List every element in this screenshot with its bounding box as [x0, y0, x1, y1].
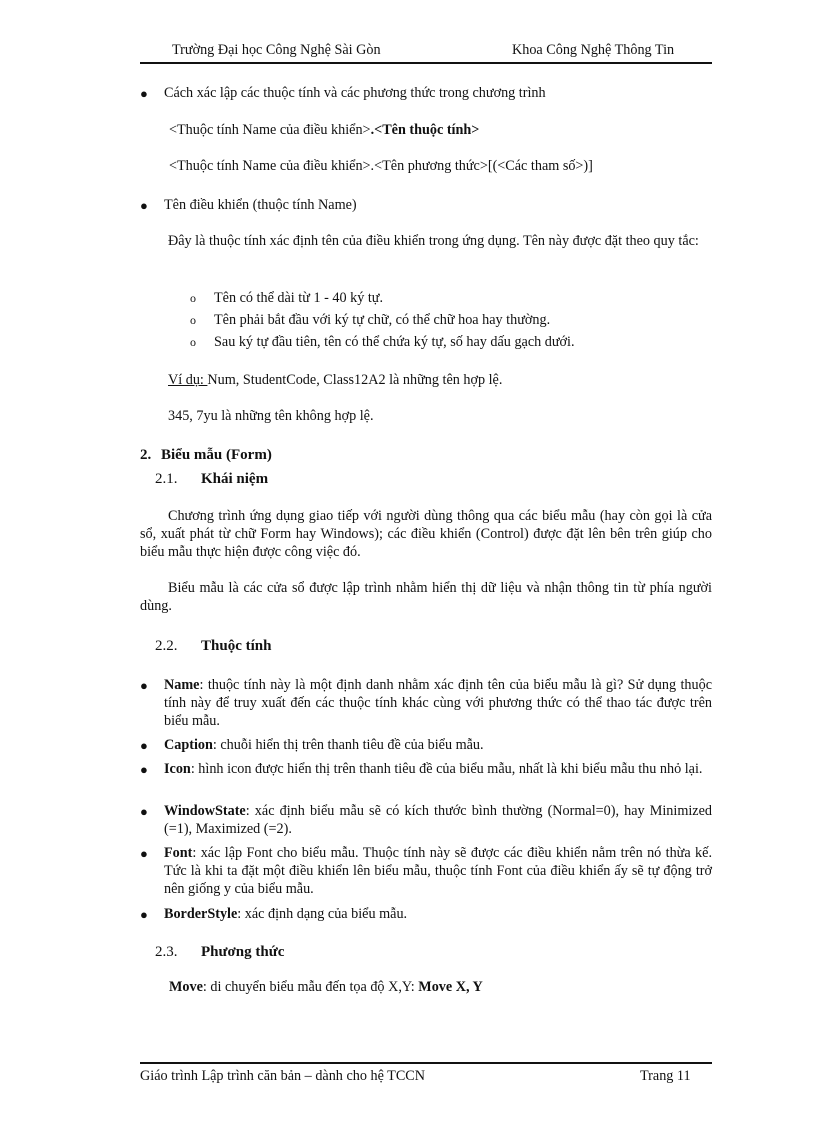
bullet-icon: ●: [140, 198, 148, 213]
rule-marker-icon: o: [190, 313, 196, 327]
syntax-property-dot: .: [370, 122, 375, 138]
syntax-property-part2: <Tên thuộc tính>: [374, 122, 480, 138]
syntax-property: [169, 122, 479, 140]
property-item: [164, 803, 712, 839]
bullet-icon: ●: [140, 907, 148, 922]
bullet-icon: ●: [140, 678, 148, 693]
method-desc: : di chuyển biểu mẫu đến tọa độ X,Y:: [202, 979, 419, 995]
subsection-number: 2.1.: [155, 471, 178, 487]
property-desc: : xác định dạng của biểu mẫu.: [237, 906, 408, 922]
property-desc: : hình icon được hiển thị trên thanh tiêu đề của biểu mẫu, nhất là khi biểu mẫu thu nhỏ lại.: [190, 761, 703, 777]
section-heading: [140, 446, 272, 465]
example-label: Ví dụ:: [168, 372, 208, 388]
concept-paragraph: Chương trình ứng dụng giao tiếp với người dùng thông qua các biểu mẫu (hay còn gọi là cửa sổ, xuất phát từ chữ Form hay Windows); các điều khiển (Control) được đặt lên bên trên giúp cho biểu mẫu thực hiện được công việc đó.: [140, 508, 712, 560]
rule-marker-icon: o: [190, 291, 196, 305]
property-desc: : chuỗi hiển thị trên thanh tiêu đề của biểu mẫu.: [212, 737, 484, 753]
section-number: 2.: [140, 447, 152, 463]
footer-divider: [140, 1062, 712, 1064]
footer-title: Giáo trình Lập trình căn bản – dành cho hệ TCCN: [140, 1068, 425, 1084]
property-desc: : thuộc tính này là một định danh nhằm xác định tên của biểu mẫu là gì? Sử dụng thuộc tính này để truy xuất đến các thuộc tính khác cùng với phương thức có thể thao tác được trên biểu mẫu.: [164, 677, 712, 729]
subsection-number: 2.3.: [155, 944, 178, 960]
property-desc: : xác lập Font cho biểu mẫu. Thuộc tính này sẽ được các điều khiển nằm trên nó thừa kế. Tức là khi ta đặt một điều khiển lên biểu mẫu, thuộc tính Font của điều khiển ấy sẽ tự động trở nên giống y của biểu mẫu.: [164, 845, 712, 897]
page-number: Trang 11: [640, 1068, 691, 1084]
syntax-method: <Thuộc tính Name của điều khiển>.<Tên phương thức>[(<Các tham số>)]: [169, 158, 593, 174]
property-item: [164, 906, 712, 924]
name-paragraph: Đây là thuộc tính xác định tên của điều khiển trong ứng dụng. Tên này được đặt theo quy tắc:: [168, 233, 699, 249]
method-name: Move: [169, 979, 203, 995]
section-title: Biểu mẫu (Form): [161, 447, 272, 463]
property-name: Name: [164, 677, 200, 693]
header-school: Trường Đại học Công Nghệ Sài Gòn: [172, 42, 381, 58]
property-name: BorderStyle: [164, 906, 238, 922]
bullet-icon: ●: [140, 804, 148, 819]
example-text: Num, StudentCode, Class12A2 là những tên hợp lệ.: [207, 372, 503, 388]
intro-bullet-text: Cách xác lập các thuộc tính và các phương thức trong chương trình: [164, 85, 546, 101]
bullet-icon: ●: [140, 738, 148, 753]
method-syntax: Move X, Y: [418, 979, 483, 995]
header-divider: [140, 62, 712, 64]
rule-marker-icon: o: [190, 335, 196, 349]
property-name: Icon: [164, 761, 191, 777]
method-move: [169, 979, 483, 997]
name-bullet-text: Tên điều khiển (thuộc tính Name): [164, 197, 357, 213]
property-item: [164, 845, 712, 898]
bullet-icon: ●: [140, 762, 148, 777]
bullet-icon: ●: [140, 846, 148, 861]
example-valid: [168, 372, 502, 390]
subsection-title: Thuộc tính: [201, 638, 272, 654]
property-name: WindowState: [164, 803, 246, 819]
property-item: [164, 677, 712, 730]
subsection-number: 2.2.: [155, 638, 178, 654]
concept-paragraph-2: Biểu mẫu là các cửa sổ được lập trình nhằm hiển thị dữ liệu và nhận thông tin từ phía người dùng.: [140, 580, 712, 614]
syntax-property-part1: <Thuộc tính Name của điều khiển>: [169, 122, 371, 138]
subsection-title: Khái niệm: [201, 471, 269, 487]
subsection-heading: [155, 637, 178, 656]
subsection-title: Phương thức: [201, 944, 285, 960]
property-name: Caption: [164, 737, 213, 753]
property-item: [164, 737, 712, 755]
subsection-heading: [155, 943, 178, 962]
rule-item: Sau ký tự đầu tiên, tên có thể chứa ký tự, số hay dấu gạch dưới.: [214, 334, 575, 350]
header-faculty: Khoa Công Nghệ Thông Tin: [512, 42, 675, 58]
property-name: Font: [164, 845, 193, 861]
property-item: [164, 761, 712, 779]
example-invalid: 345, 7yu là những tên không hợp lệ.: [168, 408, 374, 424]
rule-item: Tên có thể dài từ 1 - 40 ký tự.: [214, 290, 384, 306]
rule-item: Tên phải bắt đầu với ký tự chữ, có thể chữ hoa hay thường.: [214, 312, 551, 328]
property-desc: : xác định biểu mẫu sẽ có kích thước bình thường (Normal=0), hay Minimized (=1), Maximized (=2).: [164, 803, 712, 837]
subsection-heading: [155, 470, 178, 489]
bullet-icon: ●: [140, 86, 148, 101]
